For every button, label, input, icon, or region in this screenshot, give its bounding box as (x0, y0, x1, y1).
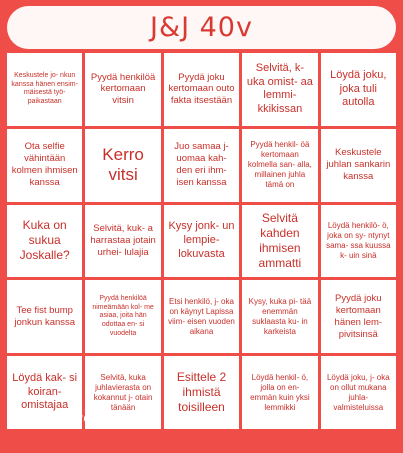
bingo-cell[interactable]: Pyydä joku kertomaan outo fakta itsestään (164, 53, 239, 126)
bingo-cell[interactable]: Löydä joku, j- oka on ollut mukana juhla- valmisteluissa (321, 356, 396, 429)
site-footer: BingoCardsFree.com (7, 411, 124, 425)
bingo-cell[interactable]: Selvitä, kuka juhlavierasta on kokannut j- otain tänään (85, 356, 160, 429)
bingo-cell[interactable]: Löydä kak- si koiran- omistajaa (7, 356, 82, 429)
bingo-cell[interactable]: Kerro vitsi (85, 129, 160, 202)
bingo-grid (7, 53, 396, 429)
bingo-cell[interactable]: Esittele 2 ihmistä toisilleen (164, 356, 239, 429)
bingo-cell[interactable]: Juo samaa j- uomaa kah- den eri ihm- isen kanssa (164, 129, 239, 202)
bingo-cell[interactable]: Pyydä henkilöä kertomaan vitsin (85, 53, 160, 126)
bingo-cell[interactable]: Selvitä kahden ihmisen ammatti (242, 205, 317, 278)
bingo-cell[interactable]: Selvitä, k- uka omist- aa lemmi- kkikissan (242, 53, 317, 126)
bingo-cell[interactable]: Löydä henkilö- ö, joka on sy- ntynyt sama- ssa kuussa k- uin sinä (321, 205, 396, 278)
title-banner (7, 6, 396, 49)
bingo-cell[interactable]: Pyydä henkil- öä kertomaan kolmella san- alla, millainen juhla tämä on (242, 129, 317, 202)
bingo-cell[interactable]: Keskustele juhlan sankarin kanssa (321, 129, 396, 202)
bingo-cell[interactable]: Kysy, kuka pi- tää enemmän suklaasta ku- in karkeista (242, 280, 317, 353)
bingo-cell[interactable]: Löydä joku, joka tuli autolla (321, 53, 396, 126)
bingo-cell[interactable]: Etsi henkilö, j- oka on käynyt Lapissa viim- eisen vuoden aikana (164, 280, 239, 353)
bingo-cell[interactable]: Selvitä, kuk- a harrastaa jotain urhei- lulajia (85, 205, 160, 278)
card-title: J&J 40v (150, 12, 253, 43)
bingo-cell[interactable]: Pyydä henkilöä nimeämään kol- me asiaa, joita hän odottaa en- si vuodelta (85, 280, 160, 353)
bingo-cell[interactable]: Keskustele jo- nkun kanssa hänen ensim- mäisestä työ- paikastaan (7, 53, 82, 126)
bingo-cell[interactable]: Tee fist bump jonkun kanssa (7, 280, 82, 353)
bingo-cell[interactable]: Kysy jonk- un lempie- lokuvasta (164, 205, 239, 278)
bingo-cell[interactable]: Löydä henkil- ö, jolla on en- emmän kuin yksi lemmikki (242, 356, 317, 429)
bingo-cell[interactable]: Pyydä joku kertomaan hänen lem- pivitsinsä (321, 280, 396, 353)
bingo-cell[interactable]: Ota selfie vähintään kolmen ihmisen kanssa (7, 129, 82, 202)
bingo-cell[interactable]: Kuka on sukua Joskalle? (7, 205, 82, 278)
